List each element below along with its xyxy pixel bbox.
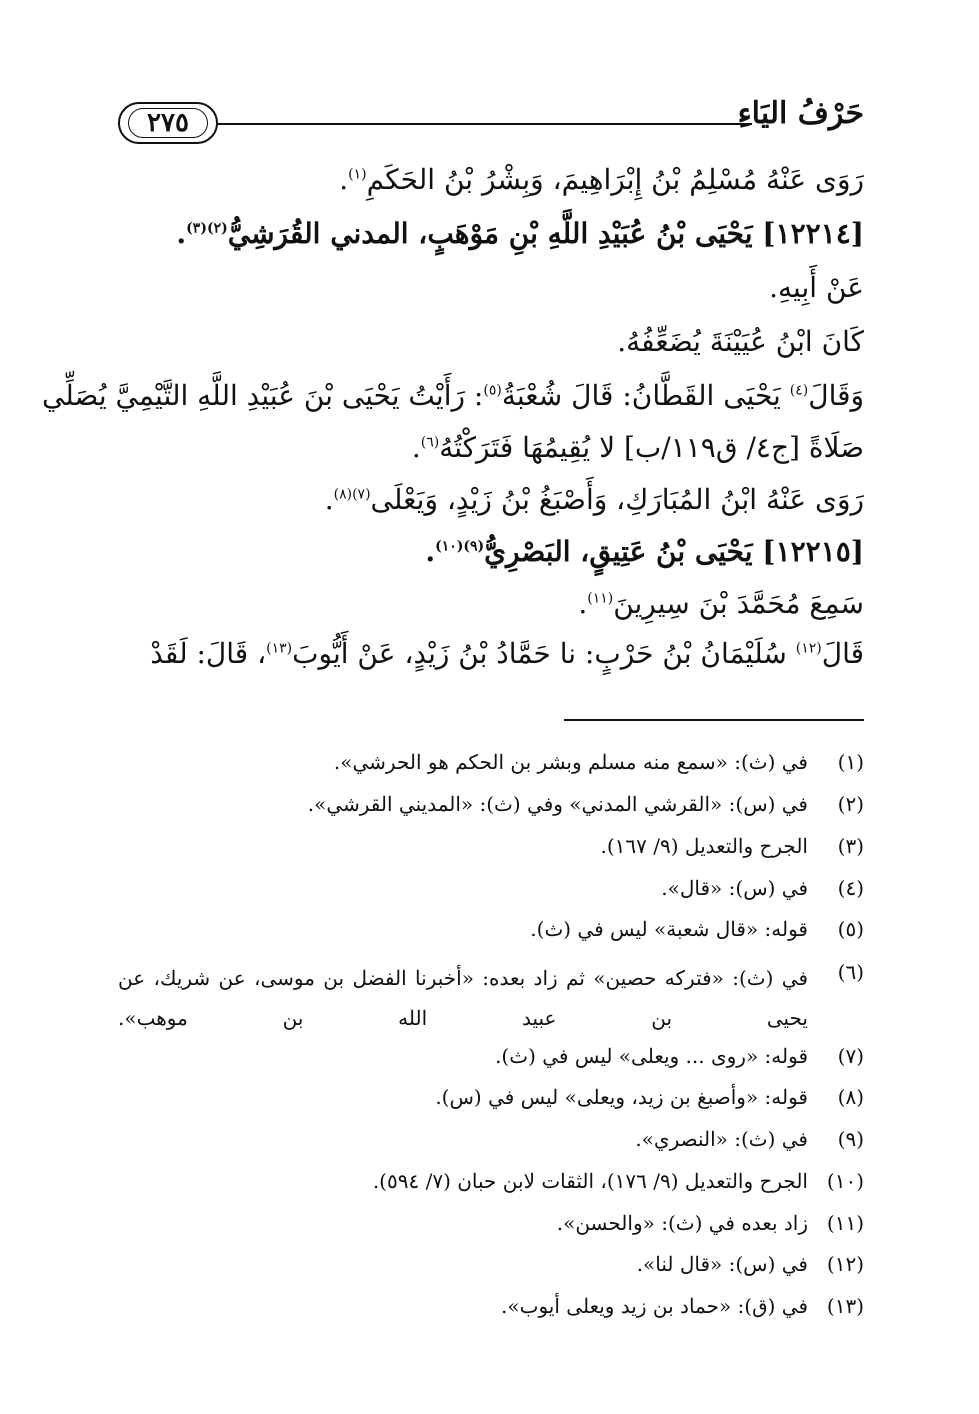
header-rule: [216, 123, 752, 125]
footnote-separator: [564, 719, 864, 721]
footnote-number: (٢): [837, 792, 864, 816]
text-span: قَالَ: [821, 637, 864, 670]
footnote-ref: (١٣): [266, 640, 293, 657]
footnote-number: (١): [837, 750, 864, 774]
footnote-number: (٩): [837, 1127, 864, 1151]
footnote-item: [118, 1250, 864, 1278]
footnote-number: (٤): [837, 876, 864, 900]
entry-heading: [١٢٢١٥] يَحْيَى بْنُ عَتِيقٍ، البَصْرِيُّ$^{(٩)(١٠)}$.: [425, 535, 864, 568]
text-span: ، قَالَ: لَقَدْ: [150, 637, 267, 670]
footnote-item: [118, 790, 864, 818]
text-span: كَانَ ابْنُ عُيَيْنَةَ يُضَعِّفُهُ.: [617, 325, 864, 358]
footnote-ref: (١): [348, 166, 367, 183]
text-span: رَوَى عَنْهُ ابْنُ المُبَارَكِ، وَأَصْبَغُ بْنُ زَيْدٍ، وَيَعْلَى: [370, 483, 864, 516]
footnote-text: في (ق): «حماد بن زيد ويعلى أيوب».: [501, 1294, 808, 1318]
footnote-item: [118, 1167, 864, 1195]
footnote-item: [118, 1292, 864, 1320]
footnote-item: [118, 915, 864, 943]
footnote-ref: (٥): [483, 382, 502, 399]
footnote-number: (١٢): [826, 1252, 864, 1276]
footnote-number: (٦): [837, 960, 864, 984]
text-line: سَمِعَ مُحَمَّدَ بْنَ سِيرِينَ$^{(١١)}$.: [578, 587, 864, 620]
text-line: صَلَاةً [ج٤/ ق١١٩/ب] لا يُقِيمُهَا فَتَرَكْتُهُ$^{(٦)}$.: [411, 431, 864, 464]
footnote-ref: (٢)(٣): [186, 220, 228, 237]
footnote-ref: (٦): [420, 434, 440, 451]
footnote-item: [118, 1125, 864, 1153]
footnote-item: [118, 1042, 864, 1070]
text-span: صَلَاةً [ج٤/ ق١١٩/ب] لا يُقِيمُهَا فَتَرَكْتُهُ: [439, 431, 864, 464]
footnote-text: الجرح والتعديل (٩/ ١٦٧).: [600, 834, 808, 858]
text-line: [41, 376, 864, 416]
footnote-text: في (ث): «فتركه حصين» ثم زاد بعده: «أخبرنا الفضل بن موسى، عن شريك، عن يحيى بن عبيد الله بن موهب».: [118, 966, 809, 1030]
page-header: [118, 96, 864, 146]
text-line: [118, 322, 864, 362]
footnote-ref: (٤): [789, 382, 809, 399]
footnote-ref: (٩)(١٠): [435, 538, 485, 555]
footnote-item: [118, 1083, 864, 1111]
entry-number: [١٢٢١٥]: [762, 535, 864, 568]
footnote-item: [118, 1209, 864, 1237]
footnote-text: في (ث): «سمع منه مسلم وبشر بن الحكم هو الحرشي».: [333, 750, 808, 774]
text-line: [118, 268, 864, 308]
footnote-number: (١٠): [826, 1169, 864, 1193]
entry-number: [١٢٢١٤]: [762, 217, 864, 250]
footnote-ref: (١٢): [795, 640, 822, 657]
footnote-text: قوله: «روى ... ويعلى» ليس في (ث).: [495, 1044, 808, 1068]
footnote-text: في (س): «القرشي المدني» وفي (ث): «المديني القرشي».: [307, 792, 808, 816]
footnote-text: قوله: «قال شعبة» ليس في (ث).: [530, 917, 808, 941]
text-line: [118, 634, 864, 674]
footnote-item: [118, 958, 864, 1038]
footnote-item: [118, 748, 864, 776]
footnote-text: في (س): «قال لنا».: [636, 1252, 808, 1276]
footnote-number: (١٣): [826, 1294, 864, 1318]
footnote-number: (٨): [837, 1085, 864, 1109]
chapter-title: حَرْفُ اليَاءِ: [737, 96, 864, 131]
footnote-text: الجرح والتعديل (٩/ ١٧٦)، الثقات لابن حبان (٧/ ٥٩٤).: [372, 1169, 808, 1193]
footnote-item: [118, 832, 864, 860]
text-span: : رَأَيْتُ يَحْيَى بْنَ عُبَيْدِ اللَّهِ التَّيْمِيَّ يُصَلِّي: [41, 379, 484, 412]
text-line: رَوَى عَنْهُ مُسْلِمُ بْنُ إِبْرَاهِيمَ، وَبِشْرُ بْنُ الحَكَمِ$^{(١)}$.: [339, 163, 864, 196]
footnote-text: في (س): «قال».: [661, 876, 808, 900]
footnote-item: [118, 874, 864, 902]
footnote-text: قوله: «وأصبغ بن زيد، ويعلى» ليس في (س).: [435, 1085, 808, 1109]
entry-name: يَحْيَى بْنُ عَتِيقٍ، البَصْرِيُّ: [484, 535, 753, 568]
text-span: سَمِعَ مُحَمَّدَ بْنَ سِيرِينَ: [613, 587, 864, 620]
footnote-number: (٥): [837, 917, 864, 941]
footnote-ref: (٧)(٨): [333, 486, 371, 503]
text-span: وَقَالَ: [808, 379, 864, 412]
text-span: رَوَى عَنْهُ مُسْلِمُ بْنُ إِبْرَاهِيمَ، وَبِشْرُ بْنُ الحَكَمِ: [366, 163, 864, 196]
footnote-text: في (ث): «النصري».: [635, 1127, 808, 1151]
text-line: رَوَى عَنْهُ ابْنُ المُبَارَكِ، وَأَصْبَغُ بْنُ زَيْدٍ، وَيَعْلَى$^{(٧)(٨)}$.: [324, 483, 864, 516]
text-span: عَنْ أَبِيهِ.: [769, 271, 864, 304]
footnote-text: زاد بعده في (ث): «والحسن».: [556, 1211, 808, 1235]
footnote-number: (٧): [837, 1044, 864, 1068]
footnote-number: (٣): [837, 834, 864, 858]
entry-name: يَحْيَى بْنُ عُبَيْدِ اللَّهِ بْنِ مَوْهَبٍ، المدني القُرَشِيُّ: [227, 217, 753, 250]
entry-heading: [١٢٢١٤] يَحْيَى بْنُ عُبَيْدِ اللَّهِ بْنِ مَوْهَبٍ، المدني القُرَشِيُّ$^{(٢)(٣)}$.: [176, 217, 864, 250]
page-number: ٢٧٥: [118, 102, 218, 144]
text-span: سُلَيْمَانُ بْنُ حَرْبٍ: نا حَمَّادُ بْنُ زَيْدٍ، عَنْ أَيُّوبَ: [292, 637, 796, 670]
footnote-number: (١١): [826, 1211, 864, 1235]
text-span: يَحْيَى القَطَّانُ: قَالَ شُعْبَةُ: [501, 379, 790, 412]
footnote-ref: (١١): [587, 590, 614, 607]
